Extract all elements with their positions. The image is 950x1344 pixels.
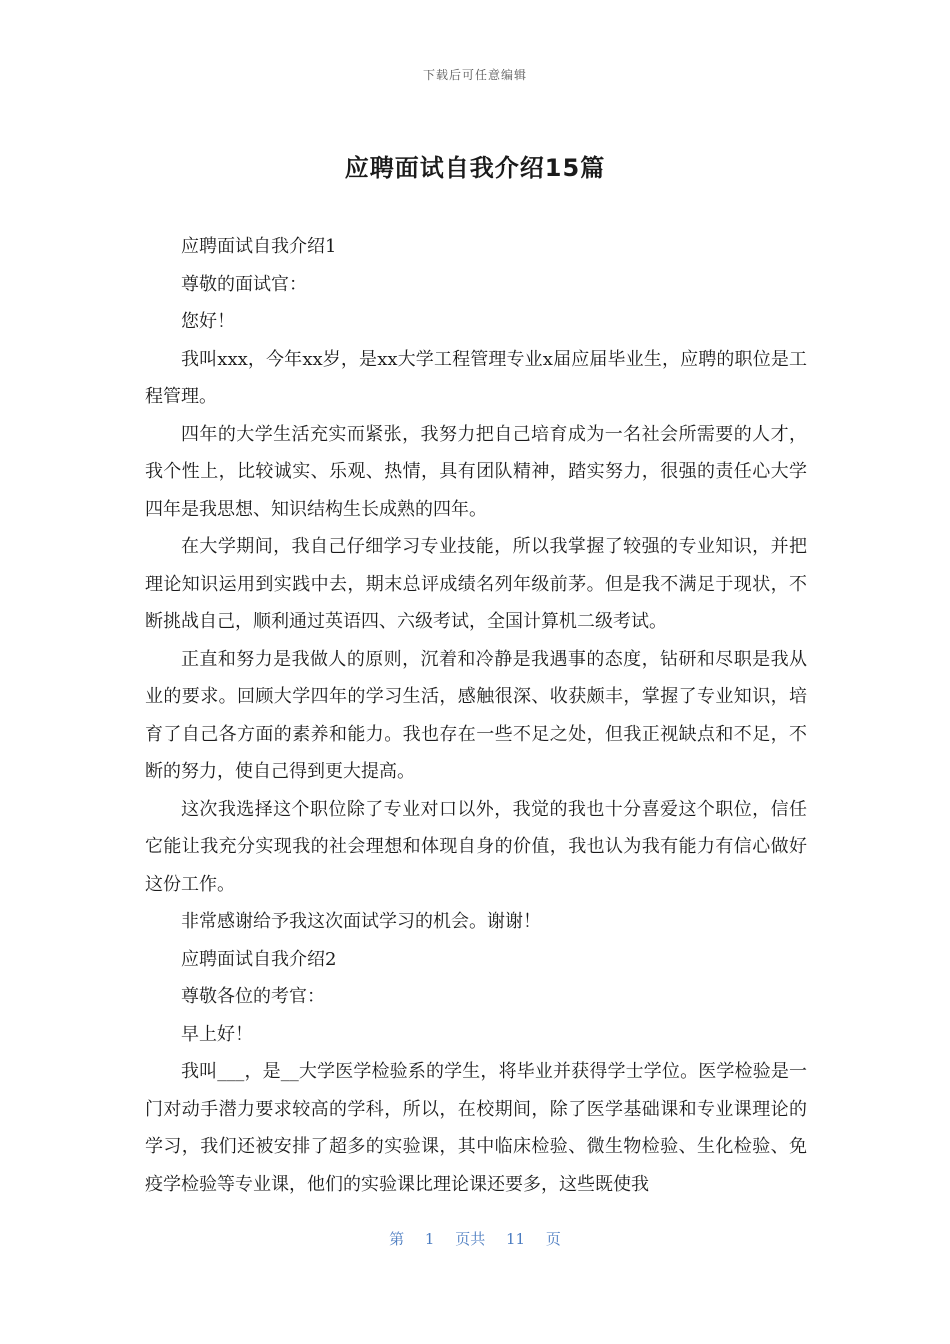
footer-middle: 页共 bbox=[455, 1230, 486, 1248]
paragraph: 在大学期间，我自己仔细学习专业技能，所以我掌握了较强的专业知识，并把理论知识运用到实践中去，期末总评成绩名列年级前茅。但是我不满足于现状，不断挑战自己，顺利通过英语四、六级考试，全国计算机二级考试。 bbox=[145, 536, 807, 632]
closing: 非常感谢给予我这次面试学习的机会。谢谢！ bbox=[181, 911, 541, 932]
paragraph: 我叫xxx，今年xx岁，是xx大学工程管理专业x届应届毕业生，应聘的职位是工程管理。 bbox=[145, 348, 807, 407]
salutation: 尊敬的面试官： bbox=[181, 273, 307, 295]
paragraph: 正直和努力是我做人的原则，沉着和冷静是我遇事的态度，钻研和尽职是我从业的要求。回顾大学四年的学习生活，感触很深、收获颇丰，掌握了专业知识，培育了自己各方面的素养和能力。我也存在一些不足之处，但我正视缺点和不足，不断的努力，使自己得到更大提高。 bbox=[145, 648, 807, 782]
document-body bbox=[145, 228, 807, 1203]
page-number: 1 bbox=[424, 1230, 435, 1248]
document-title: 应聘面试自我介绍15篇 bbox=[344, 154, 606, 182]
footer-prefix: 第 bbox=[389, 1230, 405, 1248]
paragraph: 我叫___，是__大学医学检验系的学生，将毕业并获得学士学位。医学检验是一门对动手潜力要求较高的学科，所以，在校期间，除了医学基础课和专业课理论的学习，我们还被安排了超多的实验课，其中临床检验、微生物检验、生化检验、免疫学检验等专业课，他们的实验课比理论课还要多，这些既使我 bbox=[145, 1061, 807, 1195]
salutation: 尊敬各位的考官： bbox=[181, 986, 325, 1007]
page-footer bbox=[0, 1228, 950, 1249]
paragraph: 四年的大学生活充实而紧张，我努力把自己培育成为一名社会所需要的人才，我个性上，比较诚实、乐观、热情，具有团队精神，踏实努力，很强的责任心大学四年是我思想、知识结构生长成熟的四年。 bbox=[145, 423, 807, 520]
section-heading-1: 应聘面试自我介绍1 bbox=[181, 236, 337, 257]
paragraph: 这次我选择这个职位除了专业对口以外，我觉的我也十分喜爱这个职位，信任它能让我充分实现我的社会理想和体现自身的价值，我也认为我有能力有信心做好这份工作。 bbox=[145, 798, 807, 895]
page-total: 11 bbox=[506, 1230, 526, 1248]
section-heading-2: 应聘面试自我介绍2 bbox=[181, 948, 337, 970]
greeting: 早上好！ bbox=[181, 1023, 253, 1045]
greeting: 您好！ bbox=[181, 311, 235, 332]
footer-suffix: 页 bbox=[545, 1230, 561, 1248]
header-note: 下载后可任意编辑 bbox=[422, 68, 527, 82]
